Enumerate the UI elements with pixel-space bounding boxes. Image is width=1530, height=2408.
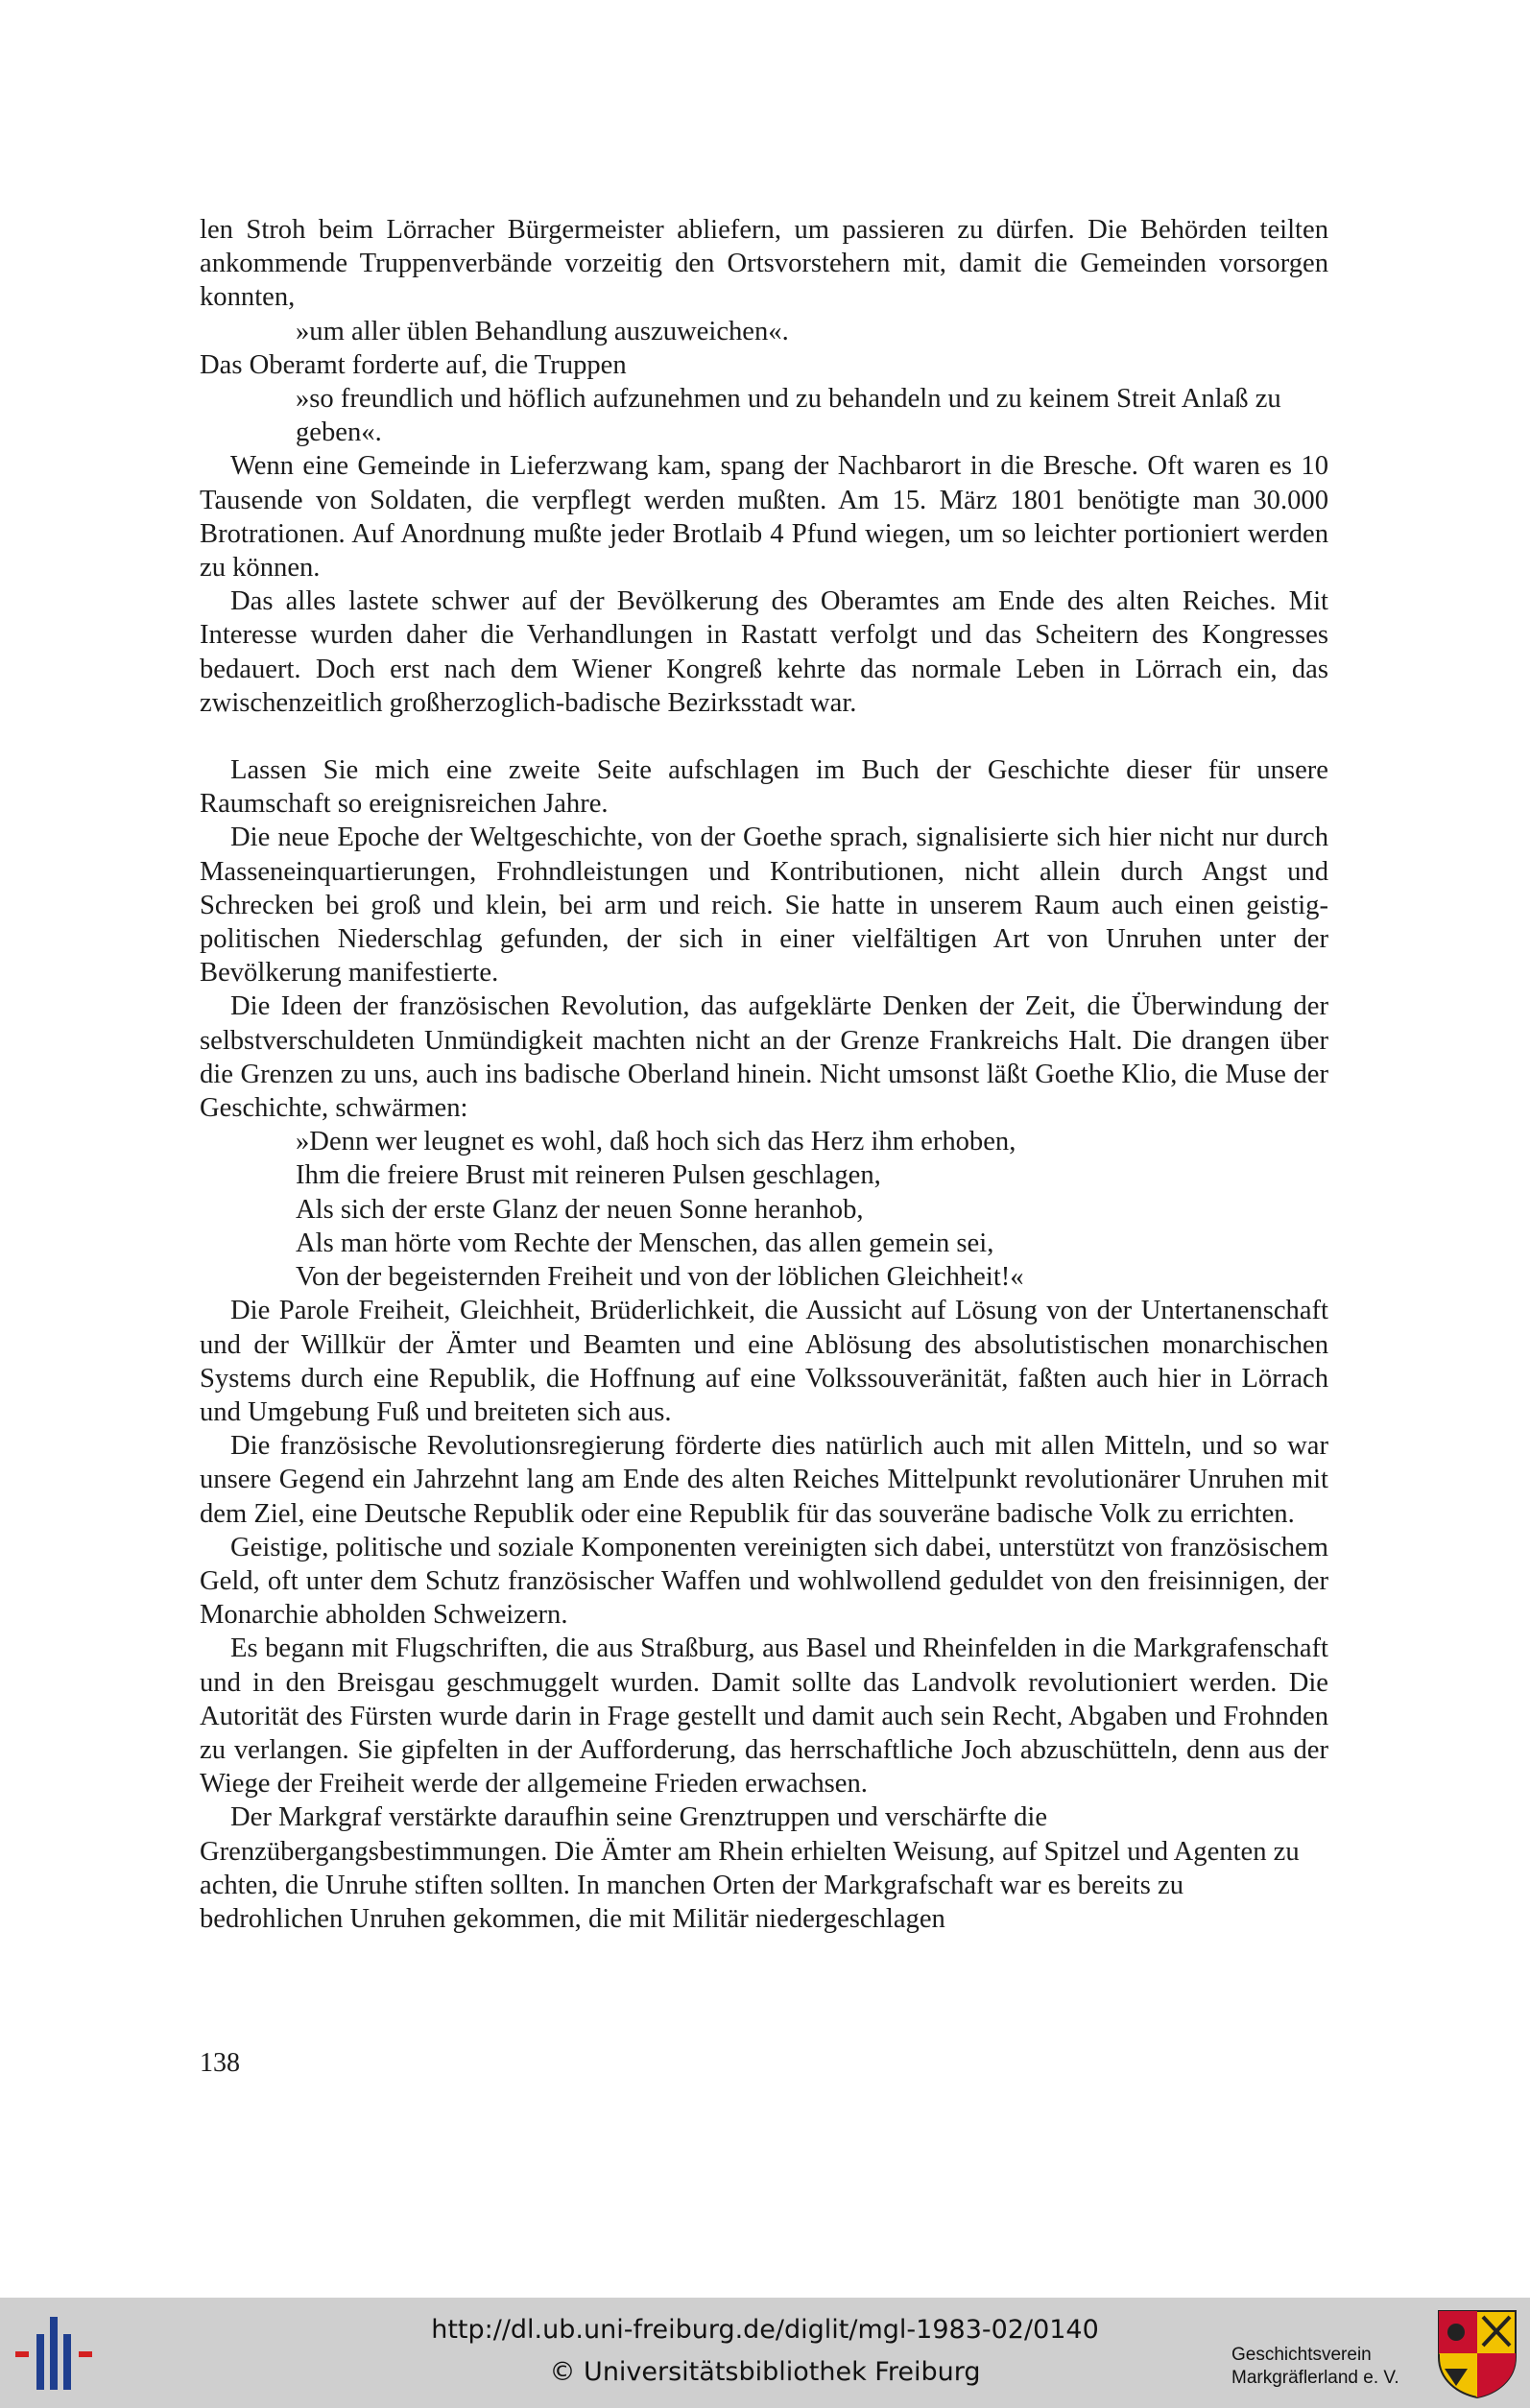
quotation-line: Als man hörte vom Rechte der Menschen, das allen gemein sei, [296,1228,994,1258]
body-paragraph: Das alles lastete schwer auf der Bevölkerung des Oberamtes am Ende des alten Reiches. Mit Interesse wurden daher die Verhandlungen in Rastatt verfolgt und das Scheitern des Kongresses bedauert. Doch erst nach dem Wiener Kongreß kehrte das normale Leben in Lörrach ein, das zwischenzeitlich großherzoglich-badische Bezirksstadt war. [200,586,1328,718]
copyright-notice: © Universitätsbibliothek Freiburg [549,2357,981,2387]
source-url-link[interactable]: http://dl.ub.uni-freiburg.de/diglit/mgl-1983-02/0140 [431,2315,1099,2345]
society-name [1231,2344,1423,2390]
page-number: 138 [200,2048,240,2078]
body-paragraph: Wenn eine Gemeinde in Lieferzwang kam, spang der Nachbarort in die Bresche. Oft waren es 10 Tausende von Soldaten, die verpflegt werden mußten. Am 15. März 1801 benötigte man 30.000 Brotrationen. Auf Anordnung mußte jeder Brotlaib 4 Pfund wiegen, um so leichter portioniert werden zu können. [200,451,1328,584]
paragraph-gap [200,720,1328,753]
quotation-line: Ihm die freiere Brust mit reineren Pulsen geschlagen, [296,1160,881,1191]
quotation-line: Von der begeisternden Freiheit und von der löblichen Gleichheit!« [296,1262,1024,1293]
society-name-line-1: Geschichtsverein [1231,2345,1372,2365]
society-name-line-2: Markgräflerland e. V. [1231,2368,1399,2388]
body-paragraph: Die Ideen der französischen Revolution, das aufgeklärte Denken der Zeit, die Überwindung der selbstverschuldeten Unmündigkeit machten nicht an der Grenze Frankreichs Halt. Die drangen über die Grenzen zu uns, auch ins badische Oberland hinein. Nicht umsonst läßt Goethe Klio, die Muse der Geschichte, schwärmen: [200,991,1328,1124]
quotation-line: »Denn wer leugnet es wohl, daß hoch sich das Herz ihm erhoben, [296,1127,1016,1157]
body-paragraph: Die neue Epoche der Weltgeschichte, von der Goethe sprach, signalisierte sich hier nicht nur durch Masseneinquartierungen, Frohndleistungen und Kontributionen, nicht allein durch Angst und Schrecken bei groß und klein, bei arm und reich. Sie hatte in unserem Raum auch einen geistig-politischen Niederschlag gefunden, der sich in einer vielfältigen Art von Unruhen unter der Bevölkerung manifestierte. [200,823,1328,989]
body-paragraph: Der Markgraf verstärkte daraufhin seine Grenztruppen und verschärfte die Grenzübergangsbestimmungen. Die Ämter am Rhein erhielten Weisung, auf Spitzel und Agenten zu achten, die Unruhe stiften sollten. In manchen Orten der Markgrafschaft war es bereits zu bedrohlichen Unruhen gekommen, die mit Militär niedergeschlagen [200,1802,1300,1934]
quotation-line: »um aller üblen Behandlung auszuweichen«. [296,316,789,346]
quotation-line: Als sich der erste Glanz der neuen Sonne heranhob, [296,1194,864,1225]
body-paragraph: Die französische Revolutionsregierung förderte dies natürlich auch mit allen Mitteln, und so war unsere Gegend ein Jahrzehnt lang am Ende des alten Reiches Mittelpunkt revolutionärer Unruhen mit dem Ziel, eine Deutsche Republik oder eine Republik für das souveräne badische Volk zu errichten. [200,1431,1328,1529]
book-page-body [200,213,1328,1936]
body-paragraph: Lassen Sie mich eine zweite Seite aufschlagen im Buch der Geschichte dieser für unsere Raumschaft so ereignisreichen Jahre. [200,755,1328,820]
body-paragraph: Das Oberamt forderte auf, die Truppen [200,349,627,380]
body-paragraph: len Stroh beim Lörracher Bürgermeister abliefern, um passieren zu dürfen. Die Behörden teilten ankommende Truppenverbände vorzeitig den Ortsvorstehern mit, damit die Gemeinden vorsorgen konnten, [200,215,1328,313]
body-paragraph: Geistige, politische und soziale Komponenten vereinigten sich dabei, unterstützt von französischem Geld, oft unter dem Schutz französischer Waffen und wohlwollend geduldet von den freisinnigen, der Monarchie abholden Schweizern. [200,1532,1328,1631]
quotation-line: »so freundlich und höflich aufzunehmen und zu behandeln und zu keinem Streit Anlaß zu geben«. [296,384,1281,448]
footer-bar [0,2298,1530,2408]
coat-of-arms-icon [1435,2307,1519,2399]
body-paragraph: Die Parole Freiheit, Gleichheit, Brüderlichkeit, die Aussicht auf Lösung von der Untertanenschaft und der Willkür der Ämter und Beamten und eine Ablösung des absolutistischen monarchischen Systems durch eine Republik, die Hoffnung auf eine Volkssouveränität, faßten auch hier in Lörrach und Umgebung Fuß und breiteten sich aus. [200,1296,1328,1427]
body-paragraph: Es begann mit Flugschriften, die aus Straßburg, aus Basel und Rheinfelden in die Markgrafenschaft und in den Breisgau geschmuggelt wurden. Damit sollte das Landvolk revolutioniert werden. Die Autorität des Fürsten wurde darin in Frage gestellt und damit auch sein Recht, Abgaben und Frohnden zu verlangen. Sie gipfelten in der Aufforderung, das herrschaftliche Joch abzuschütteln, denn aus der Wiege der Freiheit werde der allgemeine Frieden erwachsen. [200,1633,1328,1800]
